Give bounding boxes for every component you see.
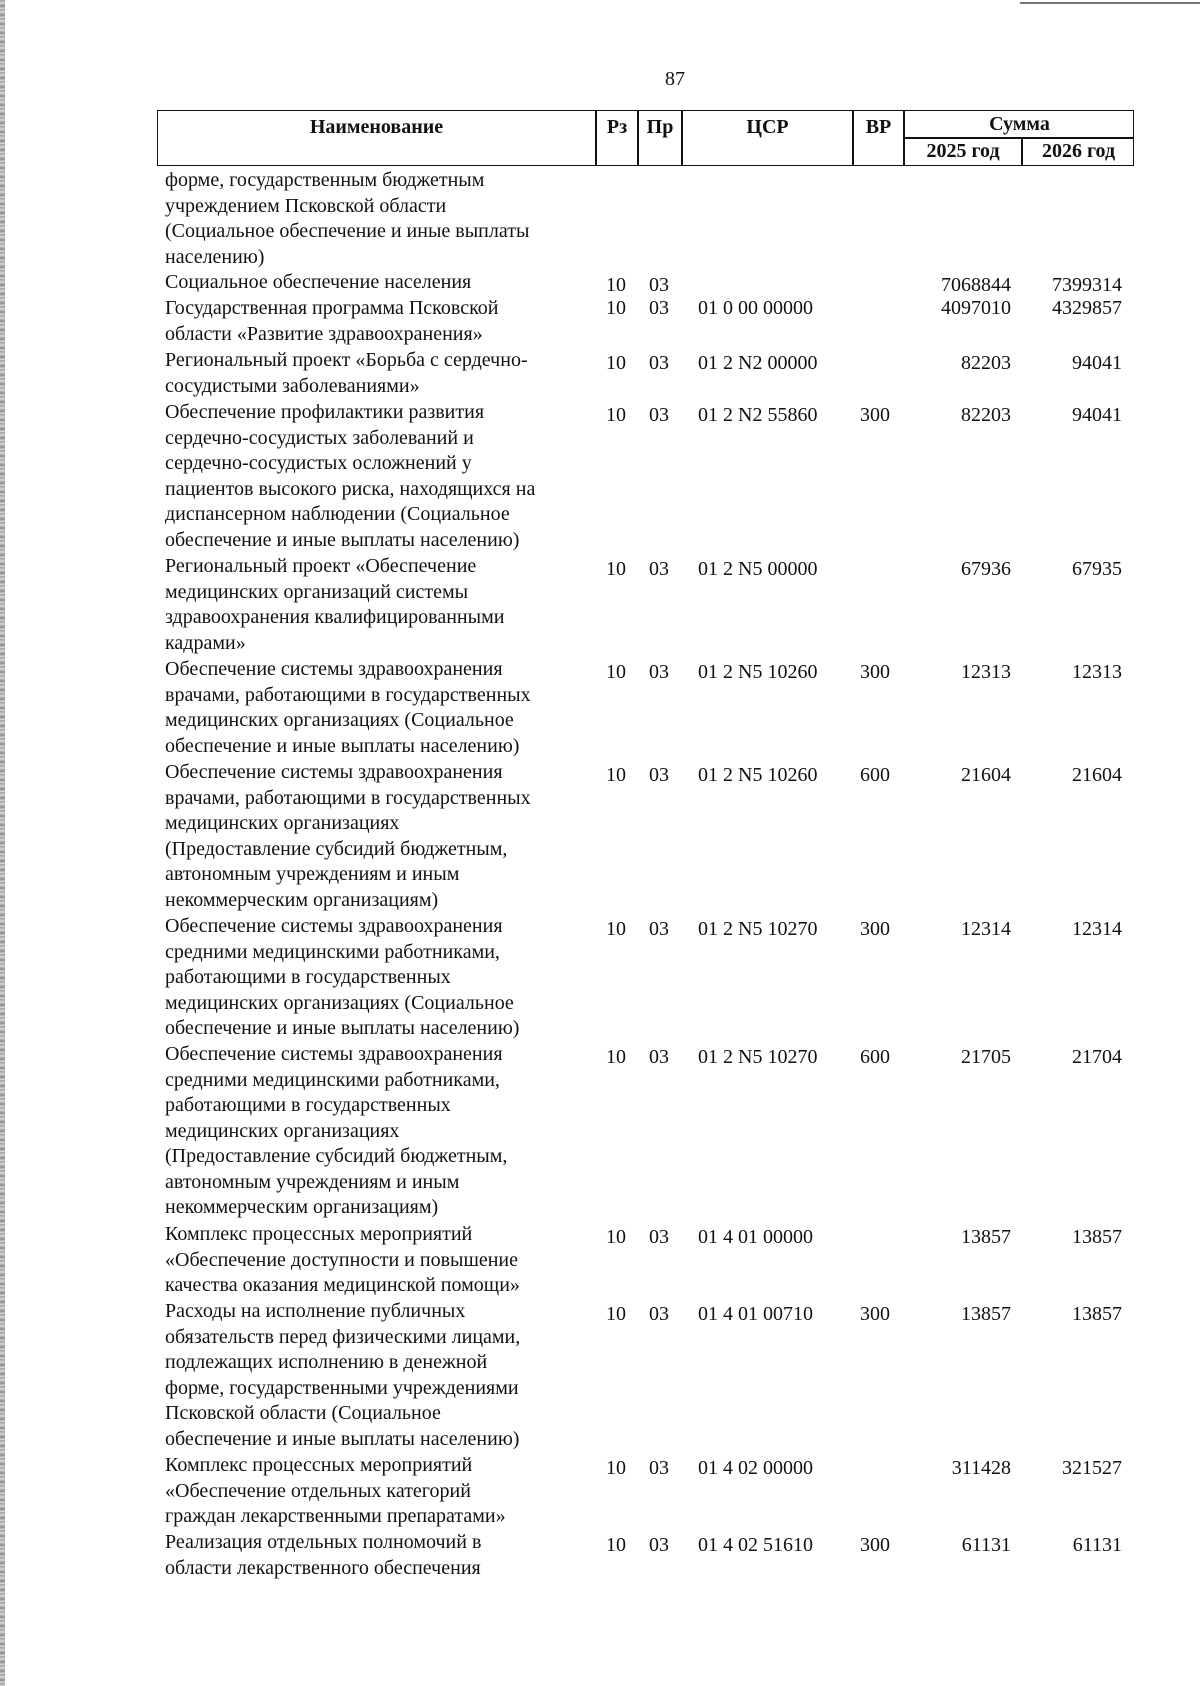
row-sum-2025: 4097010 xyxy=(941,297,1011,319)
row-sum-2026: 4329857 xyxy=(1052,297,1122,319)
row-name: Обеспечение системы здравоохранения средними медицинскими работниками, работающими в государственных медицинских организациях (Социальное обеспечение и иные выплаты населению) xyxy=(165,915,520,1039)
row-name: Реализация отдельных полномочий в области лекарственного обеспечения xyxy=(165,1531,482,1579)
row-pr: 03 xyxy=(649,558,669,580)
row-csr: 01 2 N2 55860 xyxy=(698,404,818,426)
row-rz: 10 xyxy=(606,1226,626,1248)
row-sum-2025: 7068844 xyxy=(941,274,1011,296)
row-pr: 03 xyxy=(649,1534,669,1556)
row-rz: 10 xyxy=(606,764,626,786)
row-pr: 03 xyxy=(649,1046,669,1068)
row-pr: 03 xyxy=(649,297,669,319)
row-sum-2026: 61131 xyxy=(1072,1534,1122,1556)
row-sum-2025: 21604 xyxy=(961,764,1011,786)
row-sum-2025: 61131 xyxy=(961,1534,1011,1556)
row-csr: 01 4 02 51610 xyxy=(698,1534,813,1556)
row-pr: 03 xyxy=(649,352,669,374)
row-pr: 03 xyxy=(649,661,669,683)
row-name: Расходы на исполнение публичных обязательств перед физическими лицами, подлежащих исполнению в денежной форме, государственными учреждениями Псковской области (Социальное обеспечение и иные выплаты населению) xyxy=(165,1300,521,1450)
header-rz: Рз xyxy=(606,116,628,138)
header-pr: Пр xyxy=(646,116,674,138)
row-rz: 10 xyxy=(606,352,626,374)
header-name: Наименование xyxy=(309,116,444,138)
row-rz: 10 xyxy=(606,1457,626,1479)
row-rz: 10 xyxy=(606,1046,626,1068)
header-subdivider xyxy=(903,137,1134,139)
row-name: Комплекс процессных мероприятий «Обеспечение доступности и повышение качества оказания медицинской помощи» xyxy=(165,1223,520,1296)
row-csr: 01 4 02 00000 xyxy=(698,1457,813,1479)
row-rz: 10 xyxy=(606,1534,626,1556)
row-name: Обеспечение профилактики развития сердечно-сосудистых заболеваний и сердечно-сосудистых осложнений у пациентов высокого риска, находящихся на диспансерном наблюдении (Социальное обеспечение и иные выплаты населению) xyxy=(165,401,536,551)
row-pr: 03 xyxy=(649,404,669,426)
row-name: форме, государственным бюджетным учреждением Псковской области (Социальное обеспечение и иные выплаты населению) xyxy=(165,169,530,268)
row-sum-2026: 21604 xyxy=(1072,764,1122,786)
row-sum-2026: 12314 xyxy=(1072,918,1122,940)
row-sum-2026: 94041 xyxy=(1072,404,1122,426)
row-rz: 10 xyxy=(606,918,626,940)
row-csr: 01 2 N5 10270 xyxy=(698,1046,818,1068)
row-csr: 01 2 N2 00000 xyxy=(698,352,818,374)
row-rz: 10 xyxy=(606,297,626,319)
row-name: Региональный проект «Борьба с сердечно- сосудистыми заболеваниями» xyxy=(165,349,528,397)
scan-edge xyxy=(0,0,5,1686)
corner-line xyxy=(1020,2,1200,4)
row-csr: 01 2 N5 10270 xyxy=(698,918,818,940)
row-csr: 01 2 N5 10260 xyxy=(698,764,818,786)
row-sum-2025: 82203 xyxy=(961,404,1011,426)
row-vr: 300 xyxy=(860,1534,890,1556)
header-2026: 2026 год xyxy=(1041,140,1116,162)
row-pr: 03 xyxy=(649,1303,669,1325)
row-pr: 03 xyxy=(649,274,669,296)
row-vr: 600 xyxy=(860,764,890,786)
row-sum-2025: 12314 xyxy=(961,918,1011,940)
row-sum-2026: 67935 xyxy=(1072,558,1122,580)
row-name: Государственная программа Псковской области «Развитие здравоохранения» xyxy=(165,297,499,345)
row-sum-2025: 82203 xyxy=(961,352,1011,374)
row-csr: 01 4 01 00710 xyxy=(698,1303,813,1325)
row-csr: 01 2 N5 00000 xyxy=(698,558,818,580)
row-rz: 10 xyxy=(606,404,626,426)
row-csr: 01 0 00 00000 xyxy=(698,297,813,319)
row-vr: 300 xyxy=(860,1303,890,1325)
row-name: Социальное обеспечение населения xyxy=(165,271,472,293)
row-sum-2025: 13857 xyxy=(961,1303,1011,1325)
header-2025: 2025 год xyxy=(926,140,1000,162)
row-name: Комплекс процессных мероприятий «Обеспечение отдельных категорий граждан лекарственными препаратами» xyxy=(165,1454,506,1527)
header-vr: ВР xyxy=(865,116,892,138)
row-csr: 01 4 01 00000 xyxy=(698,1226,813,1248)
row-rz: 10 xyxy=(606,558,626,580)
row-name: Обеспечение системы здравоохранения средними медицинскими работниками, работающими в государственных медицинских организациях (Предоставление субсидий бюджетным, автономным учреждениям и иным некоммерческим организациям) xyxy=(165,1043,508,1218)
row-sum-2026: 12313 xyxy=(1072,661,1122,683)
row-rz: 10 xyxy=(606,1303,626,1325)
row-name: Обеспечение системы здравоохранения врачами, работающими в государственных медицинских организациях (Социальное обеспечение и иные выплаты населению) xyxy=(165,658,531,757)
row-sum-2025: 311428 xyxy=(951,1457,1011,1479)
row-name: Региональный проект «Обеспечение медицинских организаций системы здравоохранения квалифицированными кадрами» xyxy=(165,555,505,654)
row-sum-2026: 13857 xyxy=(1072,1303,1122,1325)
row-vr: 300 xyxy=(860,918,890,940)
row-sum-2026: 94041 xyxy=(1072,352,1122,374)
row-pr: 03 xyxy=(649,918,669,940)
row-sum-2026: 13857 xyxy=(1072,1226,1122,1248)
row-rz: 10 xyxy=(606,661,626,683)
row-name: Обеспечение системы здравоохранения врачами, работающими в государственных медицинских организациях (Предоставление субсидий бюджетным, автономным учреждениям и иным некоммерческим организациям) xyxy=(165,761,531,911)
row-sum-2025: 13857 xyxy=(961,1226,1011,1248)
row-sum-2026: 321527 xyxy=(1062,1457,1122,1479)
row-sum-2026: 7399314 xyxy=(1052,274,1122,296)
row-sum-2025: 21705 xyxy=(961,1046,1011,1068)
table-header xyxy=(157,110,1134,166)
row-pr: 03 xyxy=(649,764,669,786)
header-csr: ЦСР xyxy=(746,116,789,138)
row-pr: 03 xyxy=(649,1457,669,1479)
row-vr: 300 xyxy=(860,661,890,683)
header-sum: Сумма xyxy=(989,113,1050,135)
row-sum-2026: 21704 xyxy=(1072,1046,1122,1068)
page-number: 87 xyxy=(665,68,685,90)
row-csr: 01 2 N5 10260 xyxy=(698,661,818,683)
row-vr: 300 xyxy=(860,404,890,426)
row-vr: 600 xyxy=(860,1046,890,1068)
row-sum-2025: 12313 xyxy=(961,661,1011,683)
row-rz: 10 xyxy=(606,274,626,296)
row-sum-2025: 67936 xyxy=(961,558,1011,580)
row-pr: 03 xyxy=(649,1226,669,1248)
